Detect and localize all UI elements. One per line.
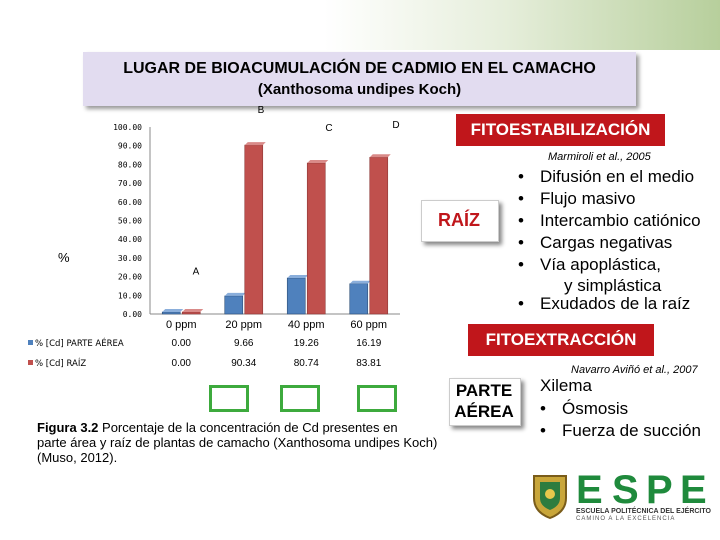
- y-tick-label: 20.00: [117, 272, 142, 282]
- aerea-mechanisms-list: [540, 398, 701, 442]
- bullet-item: • Fuerza de succión: [540, 420, 701, 442]
- legend-swatch: [28, 360, 33, 365]
- bullet-item: • Difusión en el medio: [518, 166, 701, 188]
- x-tick-label: 0 ppm: [165, 319, 197, 331]
- bullet-item: • Flujo masivo: [518, 188, 701, 210]
- legend-entry: % [Cd] PARTE AÉREA: [35, 339, 124, 349]
- x-tick-label: 40 ppm: [287, 319, 325, 331]
- x-tick-label: 60 ppm: [350, 319, 388, 331]
- y-tick-label: 50.00: [117, 216, 142, 226]
- caption-line1: Porcentaje de la concentración de Cd presentes en: [98, 420, 398, 435]
- y-tick-label: 30.00: [117, 253, 142, 263]
- chart-annotation: D: [392, 120, 400, 131]
- data-label: 19.26: [293, 338, 319, 349]
- bullet-continuation: y simplástica: [564, 276, 662, 295]
- aerea-label: AÉREA: [454, 402, 514, 421]
- shield-icon: [530, 472, 570, 520]
- y-tick-label: 80.00: [117, 160, 142, 170]
- bar-raiz: [370, 157, 388, 314]
- logo-text-line1: ESCUELA POLITÉCNICA DEL EJÉRCITO: [576, 508, 711, 515]
- highlight-rect: [357, 385, 397, 412]
- espe-logo: [530, 470, 710, 522]
- bar-top-parte-aerea: [225, 293, 246, 296]
- bar-parte-aerea: [225, 296, 243, 314]
- fitoestabilizacion-box: FITOESTABILIZACIÓN: [456, 114, 665, 146]
- raiz-mechanisms-list-2: [518, 293, 690, 315]
- data-label: 16.19: [356, 338, 382, 349]
- y-tick-label: 90.00: [117, 141, 142, 151]
- bullet-item: • Ósmosis: [540, 398, 701, 420]
- x-tick-label: 20 ppm: [225, 319, 263, 331]
- data-label: 90.34: [231, 358, 257, 369]
- navarro-citation: Navarro Aviñó et al., 2007: [571, 364, 698, 376]
- bar-chart: [0, 100, 470, 380]
- caption-line2: parte área y raíz de plantas de camacho (Xanthosoma undipes Koch): [37, 435, 438, 450]
- title-box: [83, 52, 636, 106]
- bullet-item: • Vía apoplástica,: [518, 254, 701, 276]
- data-label: 9.66: [234, 338, 254, 349]
- raiz-label: RAÍZ: [438, 210, 480, 230]
- bar-top-raiz: [370, 154, 391, 157]
- bullet-item: • Exudados de la raíz: [518, 293, 690, 315]
- bar-top-raiz: [182, 309, 203, 312]
- bar-raiz: [182, 312, 200, 314]
- bar-parte-aerea: [287, 278, 305, 314]
- data-label: 80.74: [293, 358, 319, 369]
- chart-annotation: B: [257, 105, 265, 116]
- legend-swatch: [28, 340, 33, 345]
- bar-parte-aerea: [162, 312, 180, 314]
- y-tick-label: 100.00: [113, 123, 142, 132]
- highlight-rect: [209, 385, 249, 412]
- caption-label: Figura 3.2: [37, 420, 99, 435]
- data-label: 0.00: [171, 338, 191, 349]
- bullet-item: • Intercambio catiónico: [518, 210, 701, 232]
- figure-caption: [37, 420, 457, 465]
- bar-top-raiz: [245, 142, 266, 145]
- logo-letter: E: [576, 468, 603, 512]
- bar-top-parte-aerea: [287, 275, 308, 278]
- bar-top-raiz: [307, 160, 328, 163]
- marmiroli-citation: Marmiroli et al., 2005: [548, 151, 651, 163]
- logo-text-line2: CAMINO A LA EXCELENCIA: [576, 516, 676, 522]
- logo-letter: E: [680, 468, 707, 512]
- highlight-rect: [280, 385, 320, 412]
- legend-entry: % [Cd] RAÍZ: [35, 359, 87, 369]
- data-label: 83.81: [356, 358, 382, 369]
- logo-letter: P: [646, 468, 673, 512]
- parte-label: PARTE: [455, 381, 513, 400]
- title-line2: (Xanthosoma undipes Koch): [257, 81, 462, 98]
- bar-raiz: [307, 163, 325, 314]
- chart-annotation: C: [325, 123, 333, 134]
- title-line1: LUGAR DE BIOACUMULACIÓN DE CADMIO EN EL CAMACHO: [123, 60, 596, 77]
- raiz-mechanisms-list: [518, 166, 701, 276]
- bar-parte-aerea: [350, 284, 368, 314]
- bar-top-parte-aerea: [162, 309, 183, 312]
- top-banner: [0, 0, 720, 50]
- bullet-item: • Cargas negativas: [518, 232, 701, 254]
- y-tick-label: 70.00: [117, 179, 142, 189]
- bar-top-parte-aerea: [350, 281, 371, 284]
- data-label: 0.00: [171, 358, 191, 369]
- xilema-heading: Xilema: [540, 376, 592, 395]
- y-tick-label: 0.00: [122, 310, 142, 319]
- y-tick-label: 40.00: [117, 235, 142, 245]
- chart-annotation: A: [192, 266, 200, 278]
- caption-line3: (Muso, 2012).: [37, 450, 118, 465]
- y-tick-label: 10.00: [117, 291, 142, 301]
- fitoextraccion-box: FITOEXTRACCIÓN: [468, 324, 654, 356]
- bar-raiz: [245, 145, 263, 314]
- logo-letter: S: [612, 468, 639, 512]
- y-axis-label: %: [58, 250, 70, 265]
- y-tick-label: 60.00: [117, 197, 142, 207]
